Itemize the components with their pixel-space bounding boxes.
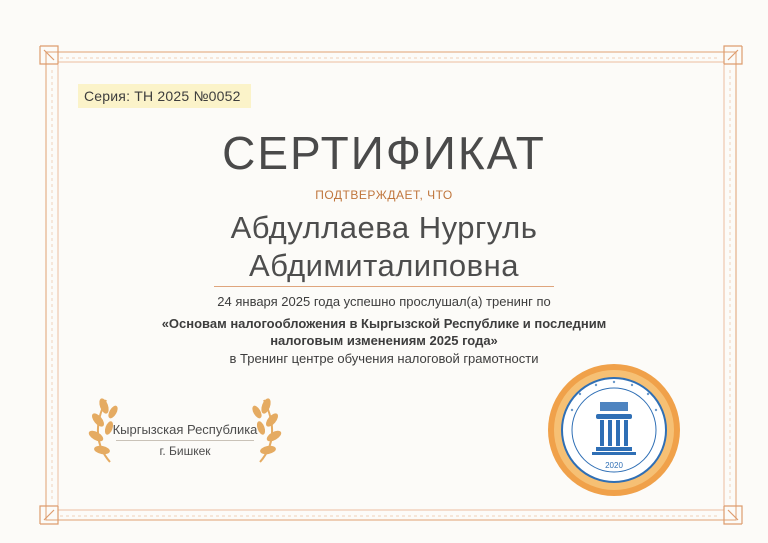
- course-title-line2: налоговым изменениям 2025 года»: [270, 333, 498, 348]
- seal-year: 2020: [605, 461, 623, 470]
- country-label: Кыргызская Республика: [112, 422, 258, 437]
- recipient-name-line1: Абдуллаева Нургуль: [230, 210, 538, 245]
- completion-text: 24 января 2025 года успешно прослушал(а) тренинг по: [217, 294, 551, 309]
- series-number: Серия: ТН 2025 №0052: [78, 84, 251, 108]
- official-seal: [544, 360, 684, 500]
- course-title-line1: «Основам налогообложения в Кыргызской Республике и последним: [161, 316, 607, 331]
- confirm-text: ПОДТВЕРЖДАЕТ, ЧТО: [315, 188, 453, 202]
- certificate-title: СЕРТИФИКАТ: [222, 127, 546, 179]
- location-divider: [116, 440, 254, 441]
- recipient-name-line2: Абдимиталиповна: [249, 248, 519, 283]
- name-underline: [214, 286, 554, 287]
- location-block: [80, 392, 290, 472]
- city-label: г. Бишкек: [159, 444, 211, 458]
- training-center-text: в Тренинг центре обучения налоговой грамотности: [229, 351, 539, 366]
